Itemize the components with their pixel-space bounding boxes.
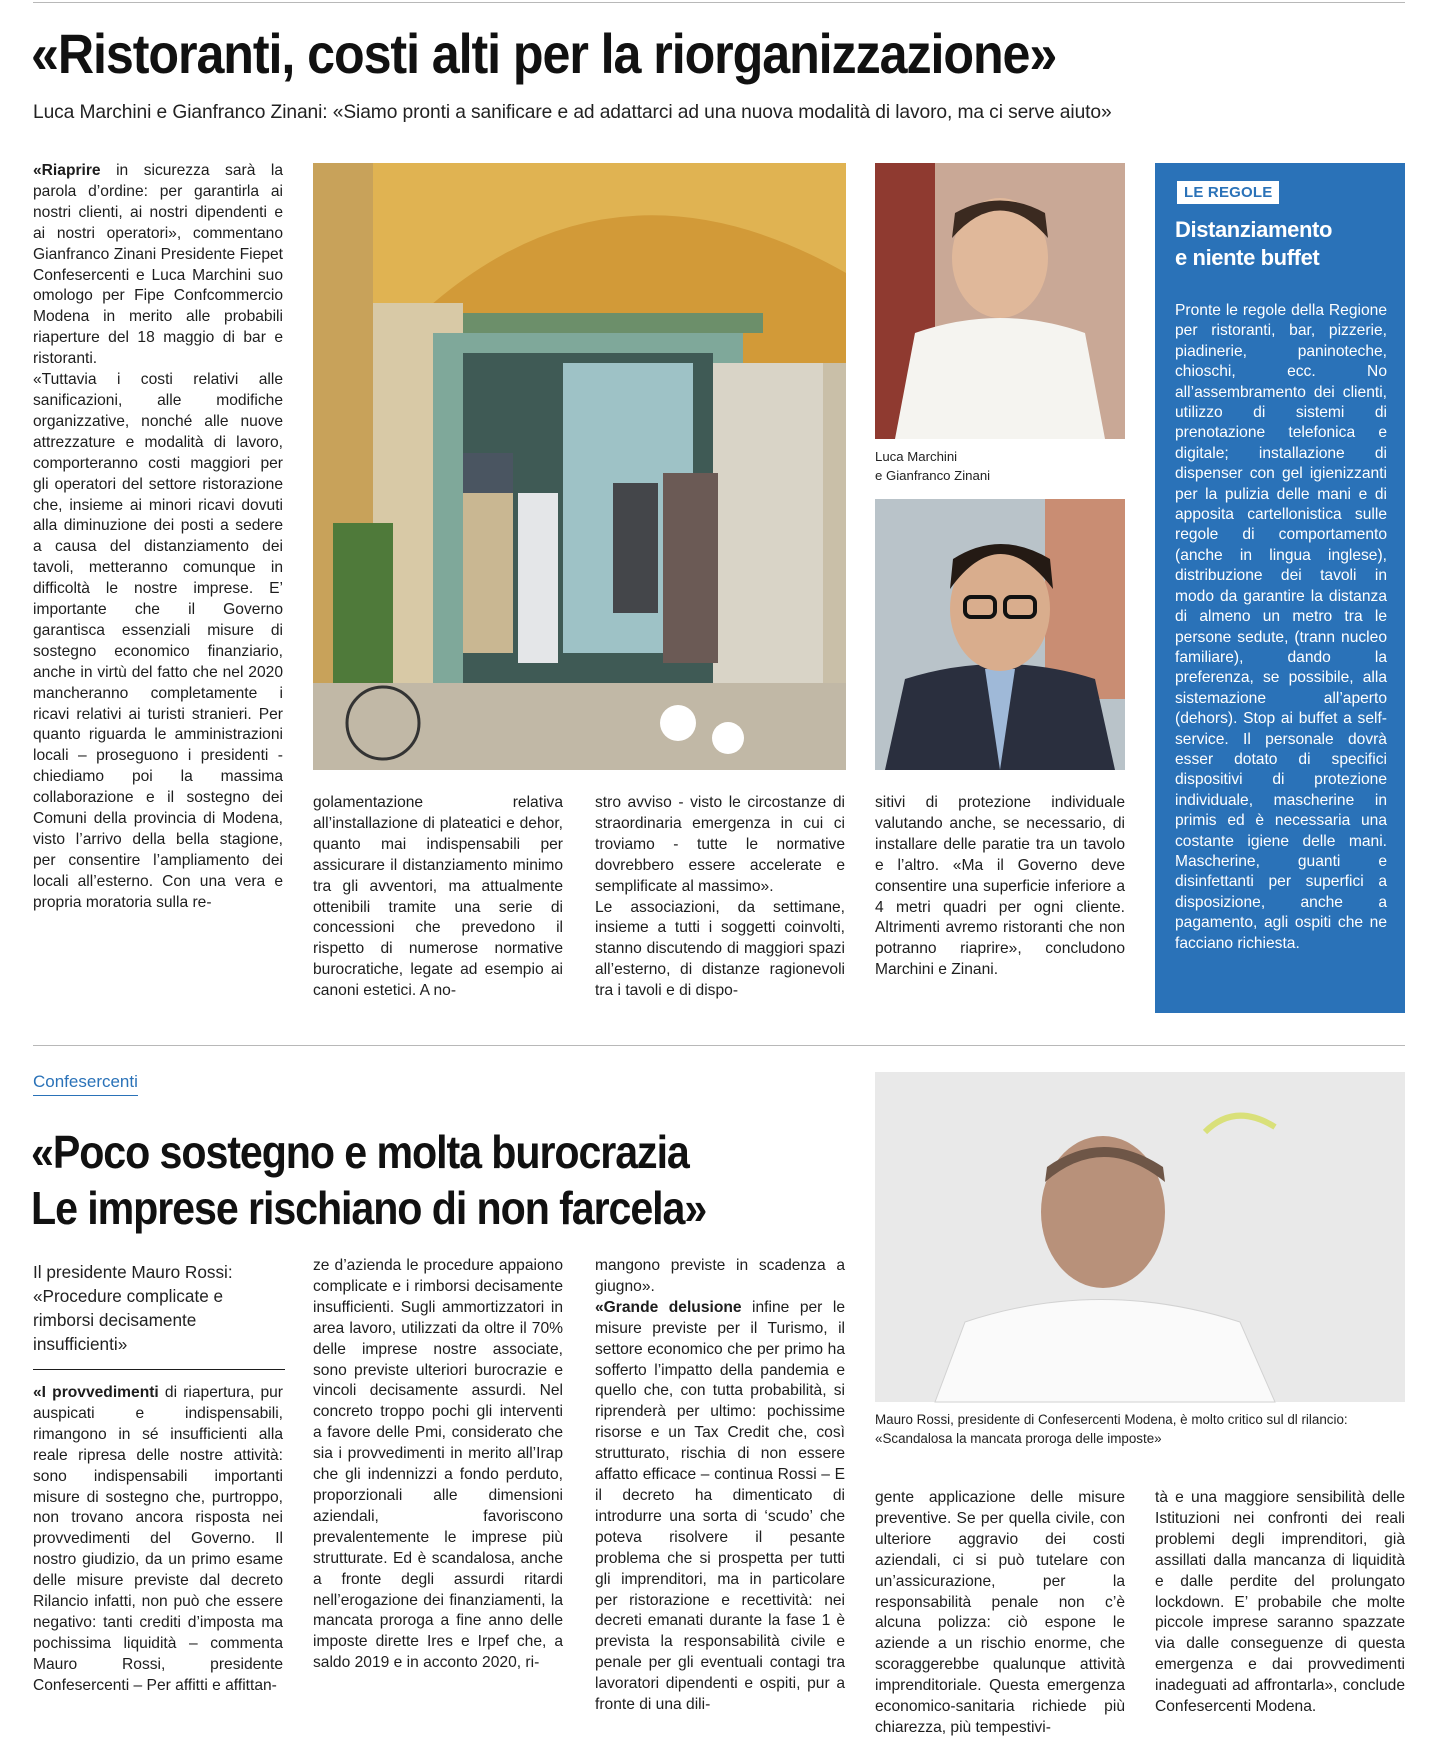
article2-column-3: mangono previste in scadenza a giugno». «Grande delusione infine per le misure previste per il Turismo, il settore economico che per primo ha sofferto l’impatto della pandemia e quello che, con tutta probabilità, si riprenderà per ultimo: pochissime risorse e un Tax Credit che, così strutturato, rischia di non essere affatto efficace – continua Rossi – E il decreto ha dimenticato di introdurre una sorta di ‘scudo’ che poteva risolvere il pesante problema che si prospetta per tutti gli imprenditori, ma in particolare per ristorazione e recettività: nei decreti emanati durante la fase 1 è prevista la responsabilità civile e penale per gli eventuali contagi tra lavoratori dipendenti e ospiti, pur a fronte di una dili- — [595, 1257, 845, 1714]
bar-molinari-photo — [313, 163, 846, 770]
mauro-rossi-photo — [875, 1072, 1405, 1402]
article1-dropword: «Riaprire — [33, 162, 101, 179]
section-divider — [33, 1045, 1405, 1046]
article2-caption: Mauro Rossi, presidente di Confesercenti Modena, è molto critico sul dl rilancio: «Scandalosa la mancata proroga delle imposte» — [875, 1412, 1348, 1446]
article2-headline: «Poco sostegno e molta burocrazia Le imprese rischiano di non farcela» — [31, 1126, 707, 1234]
top-rule — [33, 2, 1405, 3]
luca-marchini-photo — [875, 163, 1125, 439]
article2-column-1: «I provvedimenti di riapertura, pur auspicati e indispensabili, rimangono in sé insufficienti alla reale ripresa delle nostre attività: sono indispensabili importanti misure di sostegno che, purtroppo, non trovano ancora risposta nei provvedimenti del Governo. Il nostro giudizio, da un primo esame delle misure previste dal decreto Rilancio infatti, non può che essere negativo: tanti crediti d’imposta ma pochissima liquidità – commenta Mauro Rossi, presidente Confesercenti – Per affitti e affittan- — [33, 1384, 284, 1694]
article1-caption: Luca Marchini e Gianfranco Zinani — [875, 449, 991, 483]
sidebar-title: Distanziamento e niente buffet — [1175, 217, 1332, 270]
sidebar-body: Pronte le regole della Regione per ristoranti, bar, pizzerie, piadinerie, paninoteche, chioschi, ecc. No all’assembramento dei clienti, utilizzo di sistemi di prenotazione telefonica e digitale; installazione di dispenser con gel igienizzanti per la pulizia delle mani e di apposita cartellonistica sulle regole di comportamento (anche in lingua inglese), distribuzione dei tavoli in modo da garantire la distanza di almeno un metro tra le persone sedute, (trann nucleo familiare), dando la preferenza, se possibile, alla sistemazione all’aperto (dehors). Stop ai buffet a self-service. Il personale dovrà esser dotato di specifici dispositivi di protezione individuale, mascherine in primis ed è necessaria una costante igiene delle mani. Mascherine, guanti e disinfettanti per superfici a disposizione, anche a pagamento, agli ospiti che ne facciano richiesta. — [1175, 302, 1387, 952]
article1-column-1: «Riaprire in sicurezza sarà la parola d’ordine: per garantirla ai nostri clienti, ai nostri dipendenti e ai nostri operatori», commentano Gianfranco Zinani Presidente Fiepet Confesercenti e Luca Marchini suo omologo per Fipe Confcommercio Modena in merito alle probabili riaperture del 18 maggio di bar e ristoranti. «Tuttavia i costi relativi alle sanificazioni, alle modifiche organizzative, nonché alle nuove attrezzature e modalità di lavoro, comporteranno costi maggiori per gli operatori del settore ristorazione che, insieme ai minori ricavi dovuti alla diminuzione dei posti a sedere a causa del distanziamento dei tavoli, metteranno comunque in difficoltà le nostre imprese. E’ importante che il Governo garantisca essenziali misure di sostegno economico finanziario, anche in virtù del fatto che nel 2020 mancheranno completamente i ricavi relativi ai turisti stranieri. Per quanto riguarda le amministrazioni locali – proseguono i presidenti - chiediamo poi la massima collaborazione e il sostegno dei Comuni della provincia di Modena, visto l’arrivo della bella stagione, per consentire l’ampliamento dei locali all’esterno. Con una vera e propria moratoria sulla re- — [33, 162, 283, 911]
article2-lead: Il presidente Mauro Rossi: «Procedure complicate e rimborsi decisamente insufficienti» — [33, 1262, 233, 1354]
sidebar-tag: LE REGOLE — [1177, 181, 1279, 204]
article1-column-2: golamentazione relativa all’installazione di plateatici e dehor, quanto mai indispensabili per assicurare il distanziamento minimo tra gli avventori, ma attualmente ottenibili tramite una serie di concessioni che prevedono il rispetto di numerose normative burocratiche, legate ad esempio ai canoni estetici. A no- — [313, 794, 563, 1000]
article1-headline: «Ristoranti, costi alti per la riorganizzazione» — [31, 23, 1057, 85]
article1-column-3: stro avviso - visto le circostanze di straordinaria emergenza in cui ci troviamo - tutte le normative dovrebbero essere accelerate e semplificate al massimo». Le associazioni, da settimane, insieme a tutti i soggetti coinvolti, stanno discutendo di maggiori spazi all’esterno, di distanze ragionevoli tra i tavoli e di dispo- — [595, 794, 845, 1000]
article1-subhead: Luca Marchini e Gianfranco Zinani: «Siamo pronti a sanificare e ad adattarci ad una nuova modalità di lavoro, ma ci serve aiuto» — [33, 101, 1112, 123]
lead-rule — [33, 1369, 285, 1370]
section-label: Confesercenti — [33, 1072, 138, 1096]
article2-column-4: gente applicazione delle misure preventive. Se per quella civile, con ulteriore aggravio dei costi aziendali, ci si può tutelare con un’assicurazione, per la responsabilità penale non c’è alcuna polizza: ciò espone le aziende a un rischio enorme, che scoraggerebbe qualunque attività imprenditoriale. Questa emergenza economico-sanitaria richiede più chiarezza, più tempestivi- — [875, 1489, 1125, 1736]
rules-sidebar — [1155, 163, 1405, 1013]
article2-column-2: ze d’azienda le procedure appaiono complicate e i rimborsi decisamente insufficienti. Sugli ammortizzatori in area lavoro, utilizzati da oltre il 70% delle imprese nostre associate, sono previste ulteriori burocrazie e vincoli decisamente assurdi. Nel concreto troppo pochi gli interventi a favore delle Pmi, considerato che sia i provvedimenti in merito all’Irap che gli indennizzi a fondo perduto, proporzionali alle dimensioni aziendali, favoriscono prevalentemente le imprese più strutturate. Ed è scandalosa, anche a fronte degli assurdi ritardi nell’erogazione dei finanziamenti, la mancata proroga a fine anno delle imposte dirette Ires e Irpef che, a saldo 2019 e in acconto 2020, ri- — [313, 1257, 563, 1672]
article1-column-4: sitivi di protezione individuale valutando anche, se necessario, di installare delle paratie tra un tavolo e l’altro. «Ma il Governo deve consentire una superficie inferiore a 4 metri quadri per ogni cliente. Altrimenti avremo ristoranti che non potranno riaprire», concludono Marchini e Zinani. — [875, 794, 1125, 979]
article2-column-5: tà e una maggiore sensibilità delle Istituzioni nei confronti dei reali problemi degli imprenditori, già assillati dalla mancanza di liquidità e dalle perdite del prolungato lockdown. E’ probabile che molte piccole imprese saranno spazzate via dalle conseguenze di questa emergenza e dai provvedimenti inadeguati ad affrontarla», conclude Confesercenti Modena. — [1155, 1489, 1405, 1716]
gianfranco-zinani-photo — [875, 499, 1125, 770]
